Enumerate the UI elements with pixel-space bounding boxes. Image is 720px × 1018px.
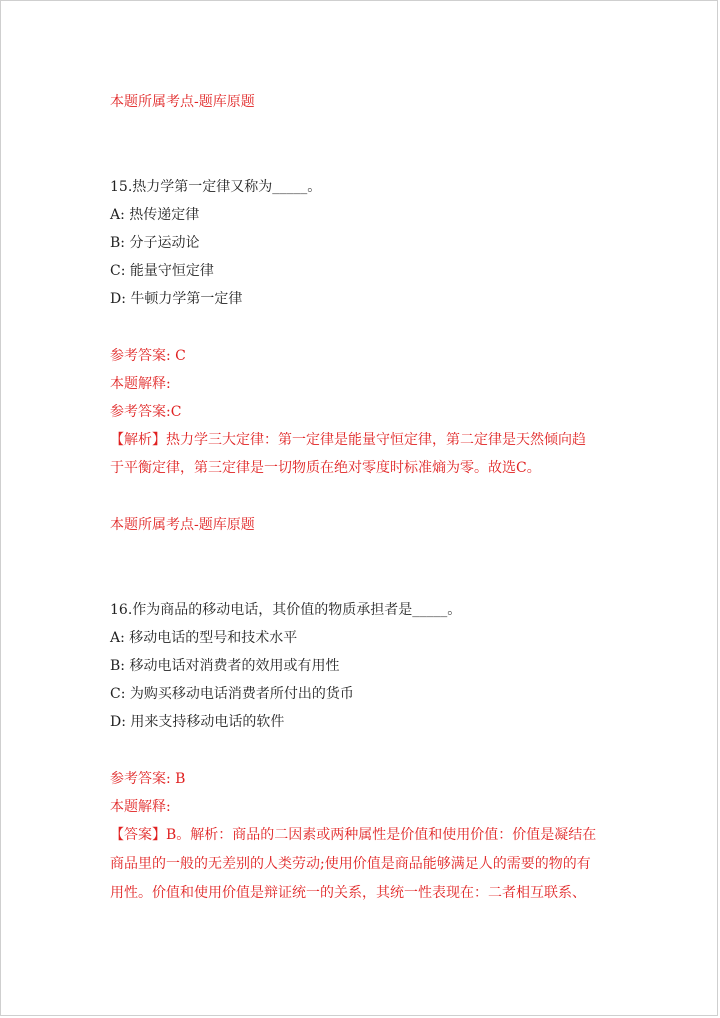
q16-analysis-line-1: 【答案】B。解析：商品的二因素或两种属性是价值和使用价值：价值是凝结在: [110, 827, 597, 843]
source-label-top: 本题所属考点-题库原题: [110, 94, 255, 110]
q15-option-c: C: 能量守恒定律: [110, 263, 214, 279]
q16-explain-title: 本题解释:: [110, 799, 171, 815]
question-15: 15.热力学第一定律又称为_____。: [110, 179, 322, 195]
q15-answer-repeat: 参考答案:C: [110, 404, 182, 420]
q16-option-c: C: 为购买移动电话消费者所付出的货币: [110, 686, 354, 702]
q15-answer: 参考答案: C: [110, 348, 186, 364]
q15-analysis-line-2: 于平衡定律，第三定律是一切物质在绝对零度时标准熵为零。故选C。: [110, 460, 541, 476]
question-16: 16.作为商品的移动电话，其价值的物质承担者是_____。: [110, 602, 462, 618]
q16-option-a: A: 移动电话的型号和技术水平: [110, 630, 298, 646]
q15-option-b: B: 分子运动论: [110, 235, 200, 251]
q15-explain-title: 本题解释:: [110, 376, 171, 392]
q16-option-d: D: 用来支持移动电话的软件: [110, 714, 285, 730]
q15-analysis-line-1: 【解析】热力学三大定律：第一定律是能量守恒定律，第二定律是天然倾向趋: [110, 432, 586, 448]
q15-option-a: A: 热传递定律: [110, 207, 200, 223]
q16-option-b: B: 移动电话对消费者的效用或有用性: [110, 658, 340, 674]
q16-answer: 参考答案: B: [110, 771, 186, 787]
q16-analysis-line-3: 用性。价值和使用价值是辩证统一的关系，其统一性表现在：二者相互联系、: [110, 885, 586, 901]
q16-analysis-line-2: 商品里的一般的无差别的人类劳动;使用价值是商品能够满足人的需要的物的有: [110, 856, 591, 872]
q15-option-d: D: 牛顿力学第一定律: [110, 291, 243, 307]
q15-source-label: 本题所属考点-题库原题: [110, 517, 255, 533]
